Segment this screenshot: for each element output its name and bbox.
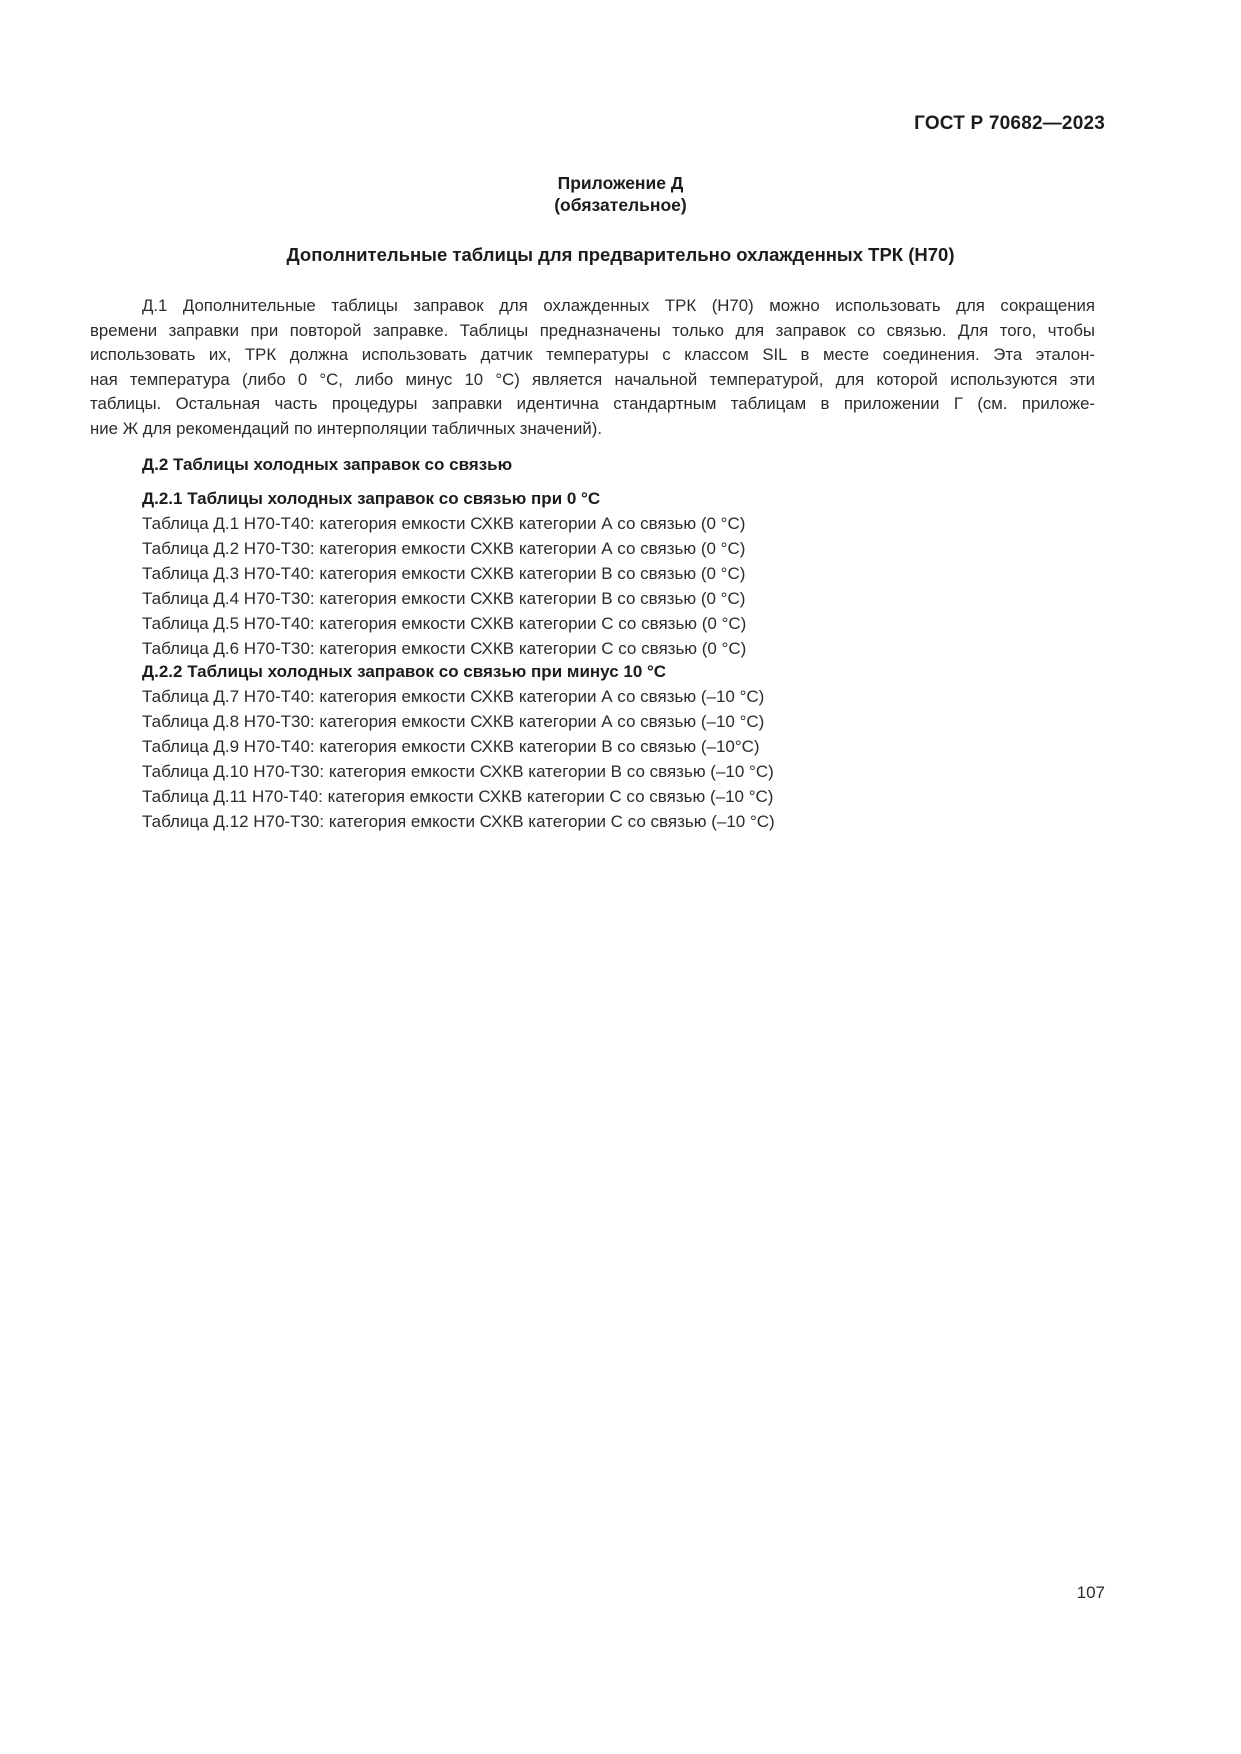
paragraph-line: таблицы. Остальная часть процедуры заправки идентична стандартным таблицам в приложении Г (см. приложе- [90, 394, 1095, 413]
section-d21 [142, 486, 746, 661]
paragraph-line: Д.1 Дополнительные таблицы заправок для охлажденных ТРК (Н70) можно использовать для сокращения [142, 296, 1095, 315]
table-reference: Таблица Д.2 H70-T30: категория емкости СХКВ категории А со связью (0 °С) [142, 539, 746, 558]
table-reference: Таблица Д.8 H70-T30: категория емкости СХКВ категории А со связью (–10 °С) [142, 712, 765, 731]
paragraph-line: ная температура (либо 0 °С, либо минус 10 °С) является начальной температурой, для которой используются эти [90, 369, 1095, 389]
main-title: Дополнительные таблицы для предварительно охлажденных ТРК (Н70) [286, 244, 955, 265]
section-heading: Д.2 Таблицы холодных заправок со связью [142, 455, 513, 474]
table-reference: Таблица Д.7 H70-T40: категория емкости СХКВ категории А со связью (–10 °С) [142, 687, 765, 706]
table-reference: Таблица Д.5 H70-T40: категория емкости СХКВ категории С со связью (0 °С) [142, 614, 747, 633]
table-reference: Таблица Д.1 H70-T40: категория емкости СХКВ категории А со связью (0 °С) [142, 514, 746, 533]
subsection-heading: Д.2.2 Таблицы холодных заправок со связью при минус 10 °С [142, 662, 667, 681]
paragraph-line: ние Ж для рекомендаций по интерполяции табличных значений). [90, 418, 603, 438]
table-reference: Таблица Д.11 H70-T40: категория емкости СХКВ категории С со связью (–10 °С) [142, 787, 774, 806]
document-code: ГОСТ Р 70682—2023 [914, 113, 1105, 134]
table-reference: Таблица Д.10 H70-T30: категория емкости СХКВ категории В со связью (–10 °С) [142, 762, 774, 781]
section-d2 [142, 452, 512, 477]
table-reference: Таблица Д.4 H70-T30: категория емкости СХКВ категории В со связью (0 °С) [142, 589, 746, 608]
table-reference: Таблица Д.9 H70-T40: категория емкости СХКВ категории В со связью (–10°С) [142, 737, 760, 756]
section-d22 [142, 659, 775, 834]
paragraph-line: времени заправки при повторой заправке. Таблицы предназначены только для заправок со связью. Для того, чтобы [90, 320, 1095, 340]
appendix-heading [0, 172, 1241, 216]
paragraph-line: использовать их, ТРК должна использовать датчик температуры с классом SIL в месте соединения. Эта эталон- [90, 345, 1095, 364]
appendix-status: (обязательное) [554, 195, 687, 215]
appendix-title: Приложение Д [557, 173, 684, 193]
page-number: 107 [1076, 1583, 1105, 1602]
table-reference: Таблица Д.6 H70-T30: категория емкости СХКВ категории С со связью (0 °С) [142, 639, 747, 658]
subsection-heading: Д.2.1 Таблицы холодных заправок со связью при 0 °С [142, 489, 601, 508]
table-reference: Таблица Д.12 H70-T30: категория емкости СХКВ категории С со связью (–10 °С) [142, 812, 775, 831]
table-reference: Таблица Д.3 H70-T40: категория емкости СХКВ категории В со связью (0 °С) [142, 564, 746, 583]
paragraph-d1 [90, 294, 1095, 441]
